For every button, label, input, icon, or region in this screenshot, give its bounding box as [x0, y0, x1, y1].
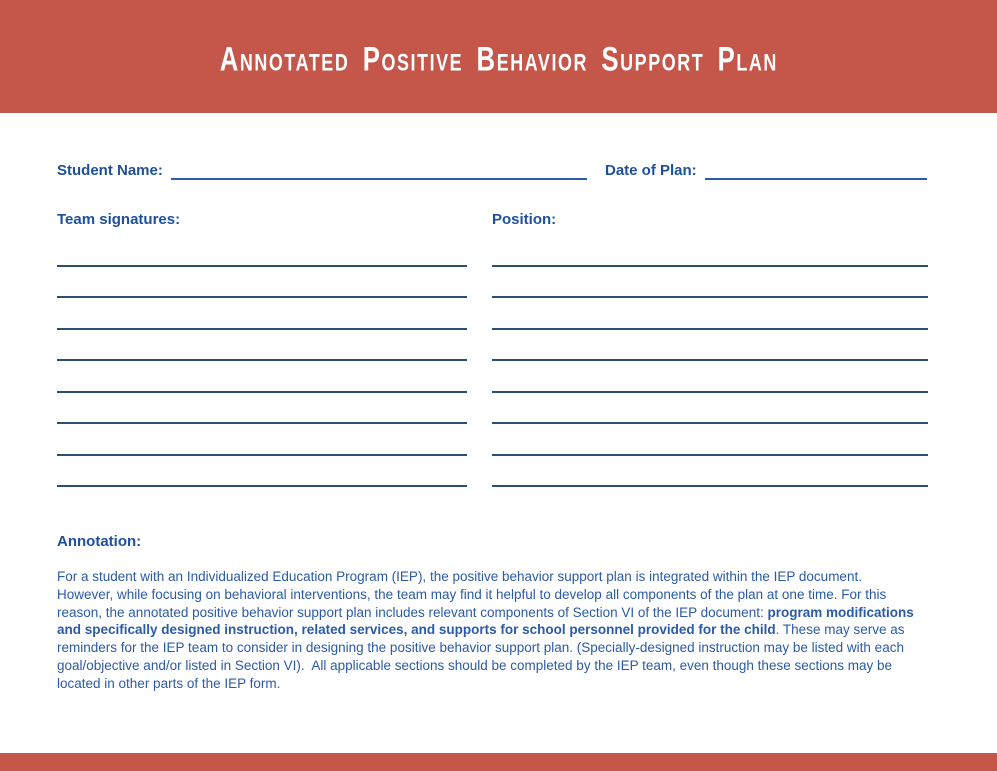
position-line[interactable] [492, 456, 928, 488]
signature-line[interactable] [57, 330, 467, 362]
page-title: Annotated Positive Behavior Support Plan [219, 38, 778, 78]
signature-line[interactable] [57, 235, 467, 267]
title-banner [0, 0, 997, 113]
date-of-plan-label: Date of Plan: [605, 162, 697, 179]
position-line[interactable] [492, 424, 928, 456]
team-signatures-label: Team signatures: [57, 211, 181, 228]
position-column [492, 211, 928, 487]
signature-line[interactable] [57, 298, 467, 330]
position-label: Position: [492, 211, 557, 228]
annotation-text-part1: For a student with an Individualized Education Program (IEP), the positive behavior support plan is integrated within the IEP document. However, while focusing on behavioral interventions, the team may find it helpful to develop all components of the plan at one time. For this reason, the annotated positive behavior support plan includes relevant components of Section VI of the IEP document: [57, 569, 890, 620]
position-line[interactable] [492, 298, 928, 330]
annotation-paragraph [57, 568, 917, 693]
annotation-heading: Annotation: [57, 533, 142, 550]
signature-line[interactable] [57, 361, 467, 393]
student-name-field[interactable] [171, 162, 587, 180]
signature-line[interactable] [57, 267, 467, 299]
position-line[interactable] [492, 361, 928, 393]
student-name-group [57, 162, 587, 180]
position-lines [492, 235, 928, 487]
signature-line[interactable] [57, 456, 467, 488]
position-line[interactable] [492, 235, 928, 267]
footer-bar [0, 753, 997, 771]
date-of-plan-field[interactable] [705, 162, 927, 180]
annotation-text-bold: program modifications and specifically designed instruction, related services, and supports for school personnel provided for the child [57, 604, 918, 638]
signature-section [57, 211, 928, 487]
date-of-plan-group [605, 162, 927, 180]
annotation-section [57, 533, 917, 693]
position-line[interactable] [492, 267, 928, 299]
signature-line[interactable] [57, 424, 467, 456]
team-signature-lines [57, 235, 467, 487]
team-signatures-column [57, 211, 467, 487]
top-field-row [57, 162, 927, 180]
signature-line[interactable] [57, 393, 467, 425]
annotation-text-part3: . These may serve as reminders for the IEP team to consider in designing the positive behavior support plan. (Specially-designed instruction may be listed with each goal/objective and/or listed in Section VI). All applicable sections should be completed by the IEP team, even though these sections may be located in other parts of the IEP form. [57, 622, 909, 691]
student-name-label: Student Name: [57, 162, 163, 179]
position-line[interactable] [492, 330, 928, 362]
position-line[interactable] [492, 393, 928, 425]
